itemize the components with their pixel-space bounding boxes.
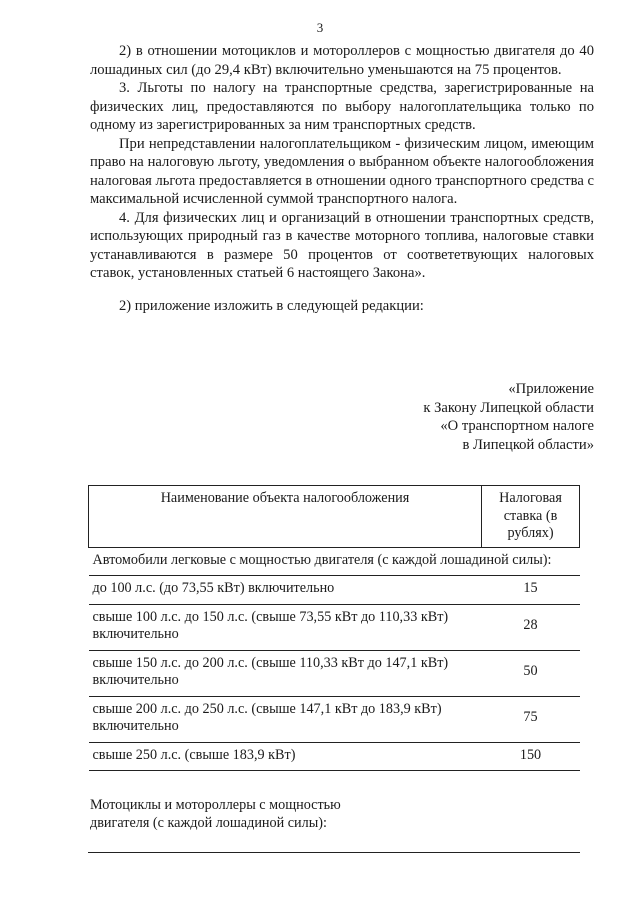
table-row: [89, 742, 580, 771]
table-row: [89, 604, 580, 650]
row-label: до 100 л.с. (до 73,55 кВт) включительно: [89, 576, 482, 605]
row-rate: 75: [482, 696, 580, 742]
table-row: [89, 650, 580, 696]
paragraph: 2) в отношении мотоциклов и мотороллеров с мощностью двигателя до 40 лошадиных сил (до 29,4 кВт) включительно уменьшаются на 75 процентов.: [90, 43, 594, 78]
appendix-line: в Липецкой области»: [462, 436, 594, 453]
row-rate: 50: [482, 650, 580, 696]
row-rate: 28: [482, 604, 580, 650]
row-label: свыше 200 л.с. до 250 л.с. (свыше 147,1 кВт до 183,9 кВт) включительно: [89, 696, 482, 742]
row-rate: 150: [482, 742, 580, 771]
header-rate: Налоговая ставка (в рублях): [482, 486, 580, 548]
paragraph: При непредставлении налогоплательщиком - физическим лицом, имеющим право на налоговую льготу, уведомления о выбранном объекте налогообложения налоговая льгота предоставляется в отношении одного транспортного средства с максимальной исчисленной суммой транспортного налога.: [90, 135, 594, 207]
tax-rate-table: [88, 485, 580, 771]
table-bottom-divider: [88, 852, 580, 853]
table-row: [89, 696, 580, 742]
row-label: свыше 100 л.с. до 150 л.с. (свыше 73,55 кВт до 110,33 кВт) включительно: [89, 604, 482, 650]
paragraph: 3. Льготы по налогу на транспортные средства, зарегистрированные на физических лиц, предоставляются по выбору налогоплательщика только по одному из зарегистрированных за ним транспортных средств.: [90, 80, 594, 133]
paragraph: 4. Для физических лиц и организаций в отношении транспортных средств, использующих природный газ в качестве моторного топлива, налоговые ставки устанавливаются в размере 50 процентов от соответетвующих налоговых ставок, установленных статьей 6 настоящего Закона».: [90, 209, 594, 281]
row-label: свыше 250 л.с. (свыше 183,9 кВт): [89, 742, 482, 771]
appendix-line: к Закону Липецкой области: [423, 399, 594, 416]
row-rate: 15: [482, 576, 580, 605]
category-moto: Мотоциклы и мотороллеры с мощностью двигателя (с каждой лошадиной силы):: [90, 797, 341, 831]
row-label: свыше 150 л.с. до 200 л.с. (свыше 110,33 кВт до 147,1 кВт) включительно: [89, 650, 482, 696]
category-cars: Автомобили легковые с мощностью двигателя (с каждой лошадиной силы):: [89, 547, 580, 576]
appendix-header: [423, 380, 594, 454]
appendix-line: «Приложение: [508, 381, 594, 397]
document-body: [90, 42, 594, 315]
table-header-row: [89, 486, 580, 548]
table-row: [89, 576, 580, 605]
header-object: Наименование объекта налогообложения: [89, 486, 482, 548]
page-number: 3: [316, 20, 324, 35]
category-row: [89, 547, 580, 576]
appendix-line: «О транспортном налоге: [440, 418, 594, 434]
paragraph: 2) приложение изложить в следующей редакции:: [119, 297, 424, 314]
